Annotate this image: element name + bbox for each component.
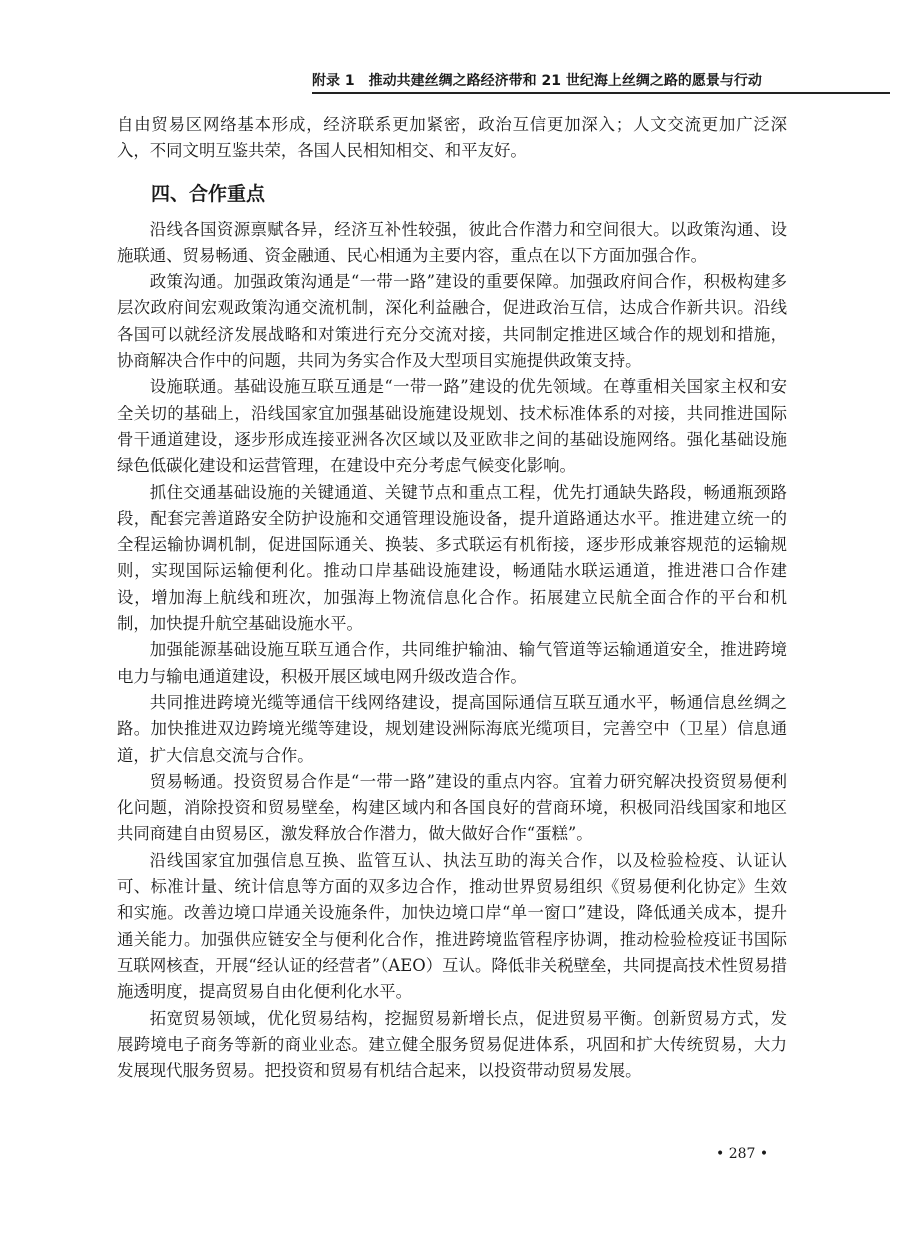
paragraph-energy: 加强能源基础设施互联互通合作，共同维护输油、输气管道等运输通道安全，推进跨境电力与输电通道建设，积极开展区域电网升级改造合作。 xyxy=(117,640,787,686)
body-text xyxy=(117,112,787,1084)
paragraph-customs-cooperation: 沿线国家宜加强信息互换、监管互认、执法互助的海关合作，以及检验检疫、认证认可、标准计量、统计信息等方面的双多边合作，推动世界贸易组织《贸易便利化协定》生效和实施。改善边境口岸通关设施条件，加快边境口岸“单一窗口”建设，降低通关成本，提升通关能力。加强供应链安全与便利化合作，推进跨境监管程序协调，推动检验检疫证书国际互联网核查，开展“经认证的经营者”（AEO）互认。降低非关税壁垒，共同提高技术性贸易措施透明度，提高贸易自由化便利化水平。 xyxy=(117,850,787,1002)
paragraph-policy-coordination: 政策沟通。加强政策沟通是“一带一路”建设的重要保障。加强政府间合作，积极构建多层次政府间宏观政策沟通交流机制，深化利益融合，促进政治互信，达成合作新共识。沿线各国可以就经济发展战略和对策进行充分交流对接，共同制定推进区域合作的规划和措施，协商解决合作中的问题，共同为务实合作及大型项目实施提供政策支持。 xyxy=(117,272,787,371)
page-number: • 287 • xyxy=(716,1146,769,1162)
paragraph-trade-expansion: 拓宽贸易领域，优化贸易结构，挖掘贸易新增长点，促进贸易平衡。创新贸易方式，发展跨境电子商务等新的商业业态。建立健全服务贸易促进体系，巩固和扩大传统贸易，大力发展现代服务贸易。把投资和贸易有机结合起来，以投资带动贸易发展。 xyxy=(117,1008,787,1081)
paragraph-communications: 共同推进跨境光缆等通信干线网络建设，提高国际通信互联互通水平，畅通信息丝绸之路。加快推进双边跨境光缆等建设，规划建设洲际海底光缆项目，完善空中（卫星）信息通道，扩大信息交流与合作。 xyxy=(117,692,787,765)
paragraph-facilities-connectivity: 设施联通。基础设施互联互通是“一带一路”建设的优先领域。在尊重相关国家主权和安全关切的基础上，沿线国家宜加强基础设施建设规划、技术标准体系的对接，共同推进国际骨干通道建设，逐步形成连接亚洲各次区域以及亚欧非之间的基础设施网络。强化基础设施绿色低碳化建设和运营管理，在建设中充分考虑气候变化影响。 xyxy=(117,377,787,476)
header-rule xyxy=(312,92,890,94)
paragraph-unimpeded-trade: 贸易畅通。投资贸易合作是“一带一路”建设的重点内容。宜着力研究解决投资贸易便利化问题，消除投资和贸易壁垒，构建区域内和各国良好的营商环境，积极同沿线国家和地区共同商建自由贸易区，激发释放合作潜力，做大做好合作“蛋糕”。 xyxy=(117,771,787,844)
paragraph-intro: 沿线各国资源禀赋各异，经济互补性较强，彼此合作潜力和空间很大。以政策沟通、设施联通、贸易畅通、资金融通、民心相通为主要内容，重点在以下方面加强合作。 xyxy=(117,219,787,265)
running-header: 附录 1 推动共建丝绸之路经济带和 21 世纪海上丝绸之路的愿景与行动 xyxy=(312,73,762,89)
continuation-paragraph: 自由贸易区网络基本形成，经济联系更加紧密，政治互信更加深入；人文交流更加广泛深入，不同文明互鉴共荣，各国人民相知相交、和平友好。 xyxy=(117,115,787,161)
paragraph-transport: 抓住交通基础设施的关键通道、关键节点和重点工程，优先打通缺失路段，畅通瓶颈路段，配套完善道路安全防护设施和交通管理设施设备，提升道路通达水平。推进建立统一的全程运输协调机制，促进国际通关、换装、多式联运有机衔接，逐步形成兼容规范的运输规则，实现国际运输便利化。推动口岸基础设施建设，畅通陆水联运通道，推进港口合作建设，增加海上航线和班次，加强海上物流信息化合作。拓展建立民航全面合作的平台和机制，加快提升航空基础设施水平。 xyxy=(117,482,787,634)
section-heading: 四、合作重点 xyxy=(151,182,266,205)
